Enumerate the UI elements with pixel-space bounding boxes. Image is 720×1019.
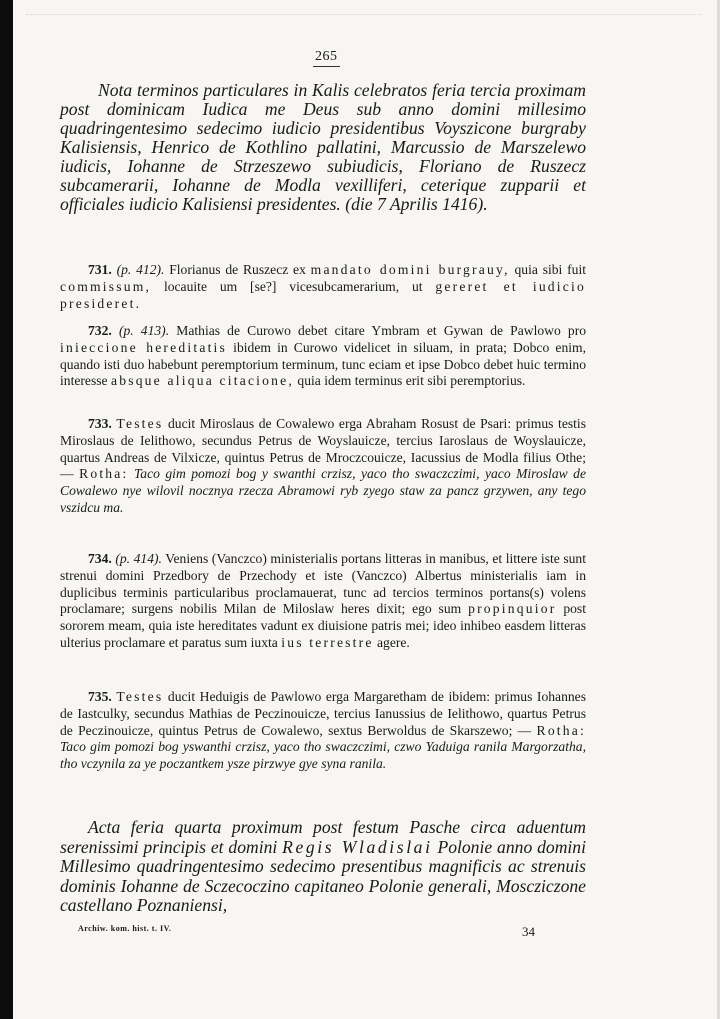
top-dotted-rule	[26, 14, 702, 16]
footer-note: Archiw. kom. hist. t. IV.	[78, 924, 172, 933]
entry-text: ducit Heduigis de Pawlowo erga Margaretham de ibidem: primus Iohannes de Iastculky, secundus Mathias de Peczinouicze, tercius Ianussius de Ielithowo, quartus Petrus de Peczinouicze, quintus Petrus de Cowalewo, sextus Berwoldus de Skarszewo; —	[60, 689, 586, 738]
scan-left-margin	[0, 0, 13, 1019]
entry-text: ibidem in Curowo videlicet in siluam, in prata; Dobco enim, quando isti duo habebunt peremptorium terminum, tunc eciam et ipse Dobco debet huic termino interesse	[60, 339, 586, 389]
entry-text-spaced: commissum,	[60, 278, 152, 294]
entry-text: agere.	[373, 634, 410, 650]
entry-text: Florianus de Ruszecz ex	[169, 262, 311, 277]
entry-text: post sororem meam, quia iste hereditates vadunt ex diuisione patris mei; ideo inhibeo easdem litteras ulterius proclamare et paratus sum iuxta	[60, 601, 586, 650]
page-number: 265	[313, 49, 340, 67]
entry-text: quia idem terminus erit sibi peremptorius.	[294, 373, 526, 389]
entry-text: Veniens (Vanczco) ministerialis portans litteras in manibus, et littere iste sunt strenui domini Przedbory de Przechody et iste (Vanczco) Albertus ministerialis iam in duplicibus terminis particularibus proclamauerat, tunc ad tercios terminos portans(s) volens proclamare; surgens nobilis Milan de Miloslaw heres dixit; ego sum	[60, 551, 587, 617]
entry-734	[60, 551, 586, 652]
entry-732	[60, 323, 586, 390]
entry-733	[60, 416, 586, 517]
entry-number: 732.	[88, 323, 112, 338]
entry-page-ref: (p. 412).	[116, 262, 165, 277]
entry-735	[60, 689, 586, 773]
entry-731	[60, 262, 586, 312]
section-heading	[60, 81, 586, 214]
rotha-oath-text: Taco gim pomozi bog yswanthi crzisz, yaco tho swaczczimi, czwo Yaduiga ranila Margorzatha, tho vczynila za ye poczantkem ysze pirzwye gye syna ranila.	[60, 739, 586, 772]
entry-text-spaced: inieccione hereditatis	[60, 339, 228, 355]
entry-text-spaced: ius terrestre	[281, 634, 374, 650]
entry-number: 735.	[88, 689, 112, 704]
acta-text-part: Acta feria quarta proximum post festum Pasche circa aduentum serenissimi principis et domini	[60, 817, 586, 857]
acta-text-part: Polonie anno domini Millesimo quadringentesimo sedecimo presentibus magnificis ac strenuis dominis Iohanne de Sczecoczino capitaneo Polonie generali, Moscziczone castellano Poznaniensi,	[60, 836, 586, 915]
rotha-oath-text: Taco gim pomozi bog y swanthi crzisz, yaco tho swaczczimi, yaco Miroslaw de Cowalewo nye wilovil nocznya rzecza Abramowi ryb zyego staw za pancz grzywen, any tego vszidcu ma.	[60, 466, 586, 515]
entry-text-spaced: mandato domini burgrauy,	[310, 262, 510, 277]
section-heading-text: Nota terminos particulares in Kalis celebratos feria tercia proximam post dominicam Iudica me Deus sub anno domini millesimo quadringentesimo sedecimo iudicio presidentibus Voyszicone burgraby Kalisiensis, Henrico de Kothlino pallatini, Marcussio de Marszelewo iudicis, Iohanne de Strzeszewo subiudicis, Floriano de Ruszecz subcamerarii, Iohanne de Modla vexilliferi, ceterique zupparii et officiales iudicio Kalisiensi presidentes. (die 7 Aprilis 1416).	[60, 80, 586, 214]
entry-page-ref: (p. 413).	[118, 323, 170, 338]
entry-text: locauite um [se?] vicesubcamerarium, ut	[151, 278, 436, 294]
entry-text-spaced: propinquior	[468, 601, 557, 617]
entry-number: 733.	[88, 416, 112, 431]
entry-text: ducit Miroslaus de Cowalewo erga Abraham Rosust de Psari: primus testis Miroslaus de Ielithowo, secundus Petrus de Woyslauicze, tercius Iaroslaus de Woyslauicze, quartus Andreas de Vilxicze, quintus Petrus de Mroczcouicze, Iacussius de Modla filius Othe; —	[60, 416, 586, 482]
entry-text-spaced: absque aliqua citacione,	[110, 373, 294, 389]
entry-page-ref: (p. 414).	[115, 551, 162, 566]
entry-number: 734.	[88, 551, 112, 566]
rotha-label: Rotha:	[536, 722, 586, 738]
signature-number: 34	[522, 924, 535, 939]
entry-text-spaced: gereret et iudicio presideret.	[60, 278, 586, 311]
rotha-label: Rotha:	[79, 466, 129, 482]
entry-text: Mathias de Curowo debet citare Ymbram et Gywan de Pawlowo pro	[176, 323, 587, 338]
entry-text-spaced: Testes	[116, 416, 164, 431]
entry-text-spaced: Testes	[116, 689, 164, 704]
entry-text: quia sibi fuit	[509, 262, 587, 277]
entry-number: 731.	[88, 262, 112, 277]
acta-text-spaced: Regis Wladislai	[282, 836, 433, 857]
acta-heading	[60, 818, 586, 916]
acta-text	[60, 818, 586, 916]
